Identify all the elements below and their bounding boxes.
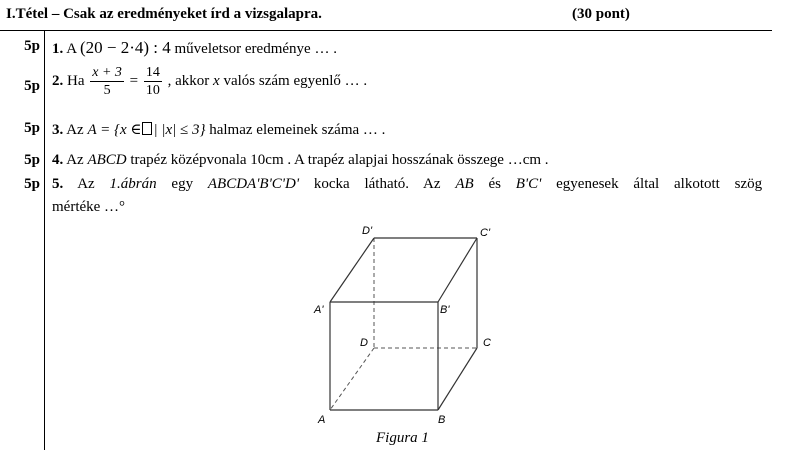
item-3-set-b: | |x| ≤ 3} (153, 122, 206, 138)
edge-a1-d1 (330, 238, 374, 302)
hidden-edges (330, 238, 477, 410)
item-2-post-b: valós szám egyenlő … . (223, 72, 368, 89)
label-a: A (318, 414, 326, 426)
item-5-w11: egyenesek (556, 176, 619, 192)
item-5-w6: látható. (364, 176, 410, 192)
item-5-number: 5. (52, 176, 64, 192)
item-4-text-a: Az (66, 152, 84, 168)
edge-d-a (330, 348, 374, 410)
label-c: C (483, 337, 491, 349)
item-2-frac1-denominator: 5 (103, 83, 111, 98)
item-5-w9: és (488, 176, 501, 192)
item-2 (52, 64, 367, 99)
item-1-post: műveletsor eredménye … . (174, 41, 337, 57)
item-3-pre: Az (66, 122, 84, 138)
item-5-w3: egy (171, 176, 194, 192)
item-2-equals: = (129, 72, 139, 89)
item-2-pre: Ha (67, 72, 85, 89)
item-4-text-b: trapéz középvonala 10cm . A trapéz alapjai hosszának összege …cm . (130, 152, 549, 168)
item-2-frac2-numerator: 14 (145, 65, 160, 80)
item-1-pre: A (66, 41, 77, 57)
score-column-divider (44, 31, 45, 450)
item-3 (52, 120, 385, 139)
item-4 (52, 152, 549, 169)
item-1 (52, 38, 337, 58)
item-3-set-a: A = {x ∈ (87, 122, 142, 138)
item-2-fraction-right (144, 64, 162, 99)
item-4-score: 5p (24, 152, 40, 168)
item-5-figure-ref: 1.ábrán (109, 176, 157, 192)
section-title: I.Tétel – Csak az eredményeket írd a vizsgalapra. (6, 6, 322, 22)
item-5-w1: Az (77, 176, 95, 192)
item-2-variable: x (213, 72, 220, 89)
item-2-frac2-denominator: 10 (145, 83, 160, 98)
item-2-number: 2. (52, 72, 64, 89)
item-5 (52, 176, 762, 193)
figure-caption: Figura 1 (376, 430, 429, 446)
item-1-score: 5p (24, 38, 40, 54)
label-a1: A' (314, 304, 324, 316)
item-5-score: 5p (24, 176, 40, 192)
item-5-w14: szög (734, 176, 763, 192)
item-2-fraction-left (90, 64, 124, 99)
item-5-cube-name: ABCDA'B'C'D' (207, 176, 300, 192)
cube-figure (290, 218, 510, 430)
item-4-number: 4. (52, 152, 64, 168)
item-5-w12: által (633, 176, 660, 192)
edge-c1-b1 (438, 238, 477, 302)
item-4-name: ABCD (87, 152, 127, 168)
item-2-score: 5p (24, 78, 40, 94)
visible-edges (330, 238, 477, 410)
header-divider (0, 30, 772, 31)
label-c1: C' (480, 227, 491, 239)
item-5-w13: alkotott (674, 176, 720, 192)
missing-glyph-box (142, 122, 152, 135)
item-3-score: 5p (24, 120, 40, 136)
item-2-frac1-numerator: x + 3 (92, 65, 122, 80)
edge-c-b (438, 348, 477, 410)
item-5-line-2: mértéke …° (52, 199, 126, 215)
item-5-line-b1c1: B'C' (515, 176, 542, 192)
item-5-w5: kocka (313, 176, 350, 192)
item-3-post: halmaz elemeinek száma … . (209, 122, 386, 138)
exam-header (6, 6, 786, 26)
item-1-expression: (20 − 2·4) : 4 (79, 38, 171, 57)
item-5-line-ab: AB (455, 176, 474, 192)
label-d: D (360, 337, 368, 349)
label-b1: B' (440, 304, 450, 316)
item-2-post-a: , akkor (167, 72, 210, 89)
label-b: B (438, 414, 446, 426)
label-d1: D' (362, 225, 373, 237)
item-5-w7: Az (423, 176, 441, 192)
item-3-number: 3. (52, 122, 64, 138)
item-1-number: 1. (52, 41, 64, 57)
section-points: (30 pont) (572, 6, 630, 22)
